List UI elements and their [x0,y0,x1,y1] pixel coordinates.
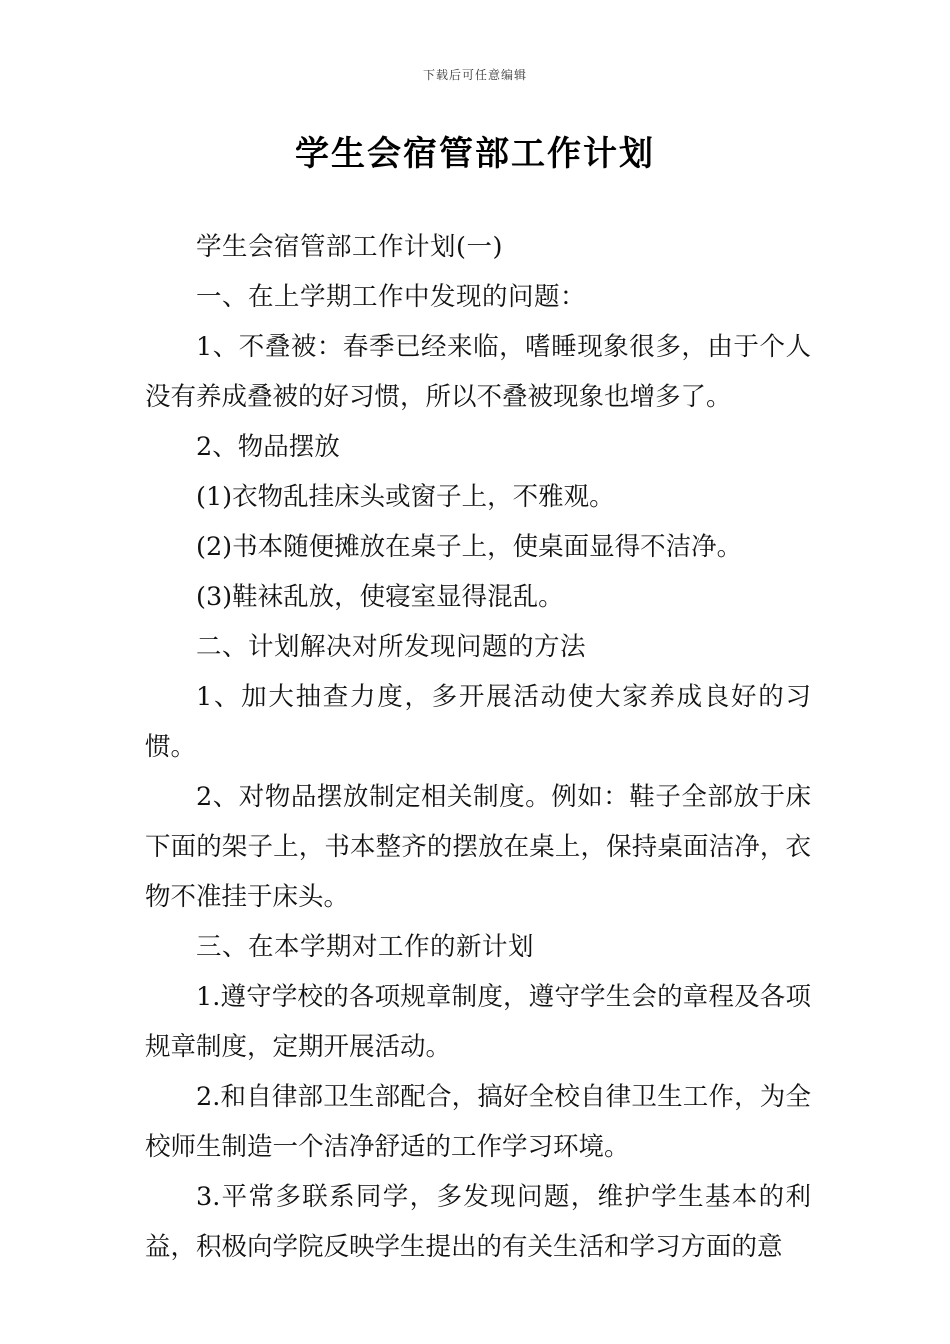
paragraph: 2、物品摆放 [196,432,340,462]
paragraph: (3)鞋袜乱放，使寝室显得混乱。 [196,582,564,612]
paragraph: 3.平常多联系同学，多发现问题，维护学生基本的利益，积极向学院反映学生提出的有关生活和学习方面的意 [145,1182,811,1262]
paragraph: 1、加大抽查力度，多开展活动使大家养成良好的习惯。 [145,682,811,762]
paragraph: (1)衣物乱挂床头或窗子上，不雅观。 [196,482,615,512]
paragraph: 1.遵守学校的各项规章制度，遵守学生会的章程及各项规章制度，定期开展活动。 [145,982,811,1062]
section-heading-new-plan: 三、在本学期对工作的新计划 [196,932,535,962]
paragraph: 1、不叠被：春季已经来临，嗜睡现象很多，由于个人没有养成叠被的好习惯，所以不叠被现象也增多了。 [145,332,811,412]
section-heading-problems: 一、在上学期工作中发现的问题： [196,282,587,312]
section-heading-solutions: 二、计划解决对所发现问题的方法 [196,632,587,662]
header-note: 下载后可任意编辑 [422,68,527,82]
document-body [145,222,811,1272]
paragraph: (2)书本随便摊放在桌子上，使桌面显得不洁净。 [196,532,743,562]
paragraph: 2、对物品摆放制定相关制度。例如：鞋子全部放于床下面的架子上，书本整齐的摆放在桌上，保持桌面洁净，衣物不准挂于床头。 [145,782,811,912]
document-title: 学生会宿管部工作计划 [295,134,655,174]
paragraph-subtitle: 学生会宿管部工作计划(一) [196,232,503,262]
paragraph: 2.和自律部卫生部配合，搞好全校自律卫生工作，为全校师生制造一个洁净舒适的工作学习环境。 [145,1082,811,1162]
